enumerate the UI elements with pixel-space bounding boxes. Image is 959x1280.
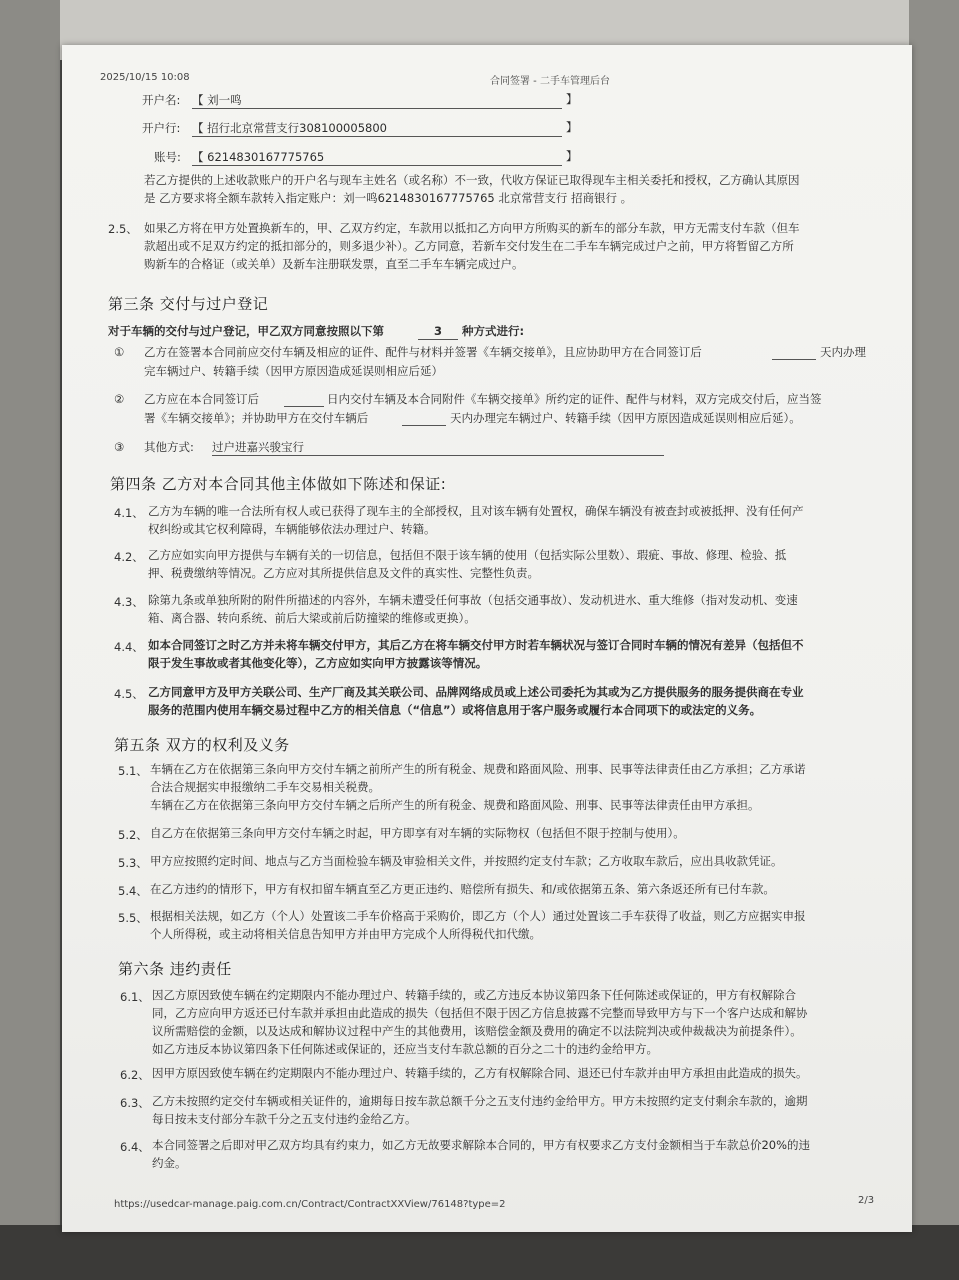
clause-line: 服务的范围内使用车辆交易过程中乙方的相关信息（“信息”）或将信息用于客户服务或履行本合同项下的或法定的义务。 xyxy=(148,703,762,717)
article-6-title: 第六条 违约责任 xyxy=(118,960,232,978)
clause-number: 6.4、 xyxy=(120,1140,150,1154)
option-2-marker: ② xyxy=(114,392,125,406)
page-url: https://usedcar-manage.paig.com.cn/Contract/ContractXXView/76148?type=2 xyxy=(114,1199,506,1210)
clause-4-2 xyxy=(148,546,786,582)
clause-number: 5.2、 xyxy=(118,828,148,842)
clause-6-2 xyxy=(152,1064,808,1082)
clause-line: 如乙方违反本协议第四条下任何陈述或保证的，还应当支付车款总额的百分之二十的违约金给甲方。 xyxy=(152,1042,658,1056)
clause-line: 权纠纷或其它权利障碍，车辆能够依法办理过户、转籍。 xyxy=(148,522,436,536)
option-3-value: 过户进嘉兴骏宝行 xyxy=(212,439,664,456)
delivery-method-intro: 对于车辆的交付与过户登记，甲乙双方同意按照以下第 xyxy=(108,324,384,338)
clause-number: 4.2、 xyxy=(114,550,144,564)
clause-5-3 xyxy=(150,852,783,870)
bracket-close: 】 xyxy=(566,149,578,163)
clause-number: 5.3、 xyxy=(118,856,148,870)
clause-number: 5.1、 xyxy=(118,764,148,778)
clause-line: 款超出或不足双方约定的抵扣部分的，则多退少补）。乙方同意，若新车交付发生在二手车车辆完成过户之前，甲方将暂留乙方所 xyxy=(144,239,794,253)
days-blank xyxy=(772,344,816,360)
clause-line: 乙方为车辆的唯一合法所有权人或已获得了现车主的全部授权，且对该车辆有处置权，确保车辆没有被查封或被抵押、没有任何产 xyxy=(148,504,804,518)
clause-line: 如果乙方将在甲方处置换新车的，甲、乙双方约定，车款用以抵扣乙方向甲方所购买的新车的部分车款，甲方无需支付车款（但车 xyxy=(144,221,800,235)
days-blank xyxy=(402,410,446,426)
account-name-value: 【 刘一鸣 xyxy=(192,92,562,109)
clause-number: 6.1、 xyxy=(120,990,150,1004)
option-2-text: 乙方应在本合同签订后 xyxy=(144,392,259,406)
clause-line: 车辆在乙方在依据第三条向甲方交付车辆之后所产生的所有税金、规费和路面风险、刑事、民事等法律责任由甲方承担。 xyxy=(150,798,760,812)
clause-line: 箱、离合器、转向系统、前后大梁或前后防撞梁的维修或更换）。 xyxy=(148,611,476,625)
option-1-text: 乙方在签署本合同前应交付车辆及相应的证件、配件与材料并签署《车辆交接单》，且应协助甲方在合同签订后 xyxy=(144,345,702,359)
bracket-close: 】 xyxy=(566,120,578,134)
clause-line: 因甲方原因致使车辆在约定期限内不能办理过户、转籍手续的，乙方有权解除合同、退还已付车款并由甲方承担由此造成的损失。 xyxy=(152,1066,808,1080)
clause-line: 是 乙方要求将全额车款转入指定账户：刘一鸣6214830167775765 北京常营支行 招商银行 。 xyxy=(144,191,633,205)
clause-number: 2.5、 xyxy=(108,222,138,236)
clause-line: 乙方未按照约定交付车辆或相关证件的，逾期每日按车款总额千分之五支付违约金给甲方。甲方未按照约定支付剩余车款的，逾期 xyxy=(152,1094,808,1108)
clause-line: 押、税费缴纳等情况。乙方应对其所提供信息及文件的真实性、完整性负责。 xyxy=(148,566,539,580)
clause-line: 约金。 xyxy=(152,1156,187,1170)
bank-value: 【 招行北京常营支行308100005800 xyxy=(192,120,562,137)
clause-line: 每日按未支付部分车款千分之五支付违约金给乙方。 xyxy=(152,1112,417,1126)
account-number-value: 【 6214830167775765 xyxy=(192,149,562,166)
clause-4-5 xyxy=(148,683,804,719)
clause-5-5 xyxy=(150,907,806,943)
clause-5-4 xyxy=(150,880,775,898)
clause-line: 议所需赔偿的金额，以及达成和解协议过程中产生的其他费用，该赔偿金额及费用的确定不以法院判决或仲裁裁决为前提条件）。 xyxy=(152,1024,802,1038)
clause-line: 甲方应按照约定时间、地点与乙方当面检验车辆及审验相关文件，并按照约定支付车款；乙方收取车款后，应出具收款凭证。 xyxy=(150,854,783,868)
clause-line: 购新车的合格证（或关单）及新车注册联发票，直至二手车车辆完成过户。 xyxy=(144,257,524,271)
clause-6-4 xyxy=(152,1136,810,1172)
account-name-label: 开户名: xyxy=(142,93,181,107)
clause-6-1 xyxy=(152,986,808,1058)
clause-line: 若乙方提供的上述收款账户的开户名与现车主姓名（或名称）不一致，代收方保证已取得现车主相关委托和授权，乙方确认其原因 xyxy=(144,173,800,187)
contract-page xyxy=(62,45,912,1232)
option-1-text-line2: 完车辆过户、转籍手续（因甲方原因造成延误则相应后延） xyxy=(144,364,443,378)
account-number-label: 账号: xyxy=(154,150,181,164)
clause-number: 6.3、 xyxy=(120,1096,150,1110)
clause-4-1 xyxy=(148,502,804,538)
clause-line: 个人所得税，或主动将相关信息告知甲方并由甲方完成个人所得税代扣代缴。 xyxy=(150,927,541,941)
page-number: 2/3 xyxy=(858,1195,875,1206)
clause-line: 除第九条或单独所附的附件所描述的内容外，车辆未遭受任何事故（包括交通事故）、发动机进水、重大维修（指对发动机、变速 xyxy=(148,593,798,607)
option-2-text-d: 天内办理完车辆过户、转籍手续（因甲方原因造成延误则相应后延）。 xyxy=(450,411,801,425)
delivery-method-intro-end: 种方式进行: xyxy=(462,324,525,338)
print-datetime: 2025/10/15 10:08 xyxy=(100,72,190,83)
option-3-marker: ③ xyxy=(114,440,125,454)
option-1-text-end: 天内办理 xyxy=(820,345,866,359)
clause-line: 自乙方在依据第三条向甲方交付车辆之时起，甲方即享有对车辆的实际物权（包括但不限于控制与使用）。 xyxy=(150,826,685,840)
bracket-close: 】 xyxy=(566,92,578,106)
article-3-title: 第三条 交付与过户登记 xyxy=(108,295,269,313)
clause-number: 5.5、 xyxy=(118,911,148,925)
option-3-label: 其他方式: xyxy=(144,440,194,454)
clause-6-3 xyxy=(152,1092,808,1128)
delivery-method-number: 3 xyxy=(418,323,458,340)
clause-line: 乙方应如实向甲方提供与车辆有关的一切信息，包括但不限于该车辆的使用（包括实际公里数）、瑕疵、事故、修理、检验、抵 xyxy=(148,548,787,562)
clause-line: 在乙方违约的情形下，甲方有权扣留车辆直至乙方更正违约、赔偿所有损失、和/或依据第五条、第六条返还所有已付车款。 xyxy=(150,882,775,896)
background-right xyxy=(909,0,959,1280)
account-mismatch-clause xyxy=(144,171,800,207)
clause-number: 4.5、 xyxy=(114,687,144,701)
clause-line: 限于发生事故或者其他变化等），乙方应如实向甲方披露该等情况。 xyxy=(148,656,488,670)
clause-5-1 xyxy=(150,760,806,814)
days-blank xyxy=(284,391,324,407)
clause-number: 4.4、 xyxy=(114,640,144,654)
article-4-title: 第四条 乙方对本合同其他主体做如下陈述和保证: xyxy=(110,475,447,493)
clause-number: 6.2、 xyxy=(120,1068,150,1082)
background-bottom xyxy=(0,1225,959,1280)
bank-label: 开户行: xyxy=(142,121,181,135)
clause-2-5 xyxy=(144,219,800,273)
clause-line: 因乙方原因致使车辆在约定期限内不能办理过户、转籍手续的，或乙方违反本协议第四条下任何陈述或保证的，甲方有权解除合 xyxy=(152,988,796,1002)
clause-line: 如本合同签订之时乙方并未将车辆交付甲方，其后乙方在将车辆交付甲方时若车辆状况与签订合同时车辆的情况有差异（包括但不 xyxy=(148,638,804,652)
clause-5-2 xyxy=(150,824,685,842)
option-1-marker: ① xyxy=(114,345,125,359)
clause-line: 根据相关法规，如乙方（个人）处置该二手车价格高于采购价，即乙方（个人）通过处置该二手车获得了收益，则乙方应据实申报 xyxy=(150,909,806,923)
clause-number: 4.1、 xyxy=(114,506,144,520)
option-2-text-b: 日内交付车辆及本合同附件《车辆交接单》所约定的证件、配件与材料，双方完成交付后，应当签 xyxy=(327,392,822,406)
clause-line: 乙方同意甲方及甲方关联公司、生产厂商及其关联公司、品牌网络成员或上述公司委托为其或为乙方提供服务的服务提供商在专业 xyxy=(148,685,804,699)
clause-line: 合法合规据实申报缴纳二手车交易相关税费。 xyxy=(150,780,380,794)
clause-line: 本合同签署之后即对甲乙双方均具有约束力，如乙方无故要求解除本合同的，甲方有权要求乙方支付金额相当于车款总价20%的违 xyxy=(152,1138,811,1152)
clause-4-4 xyxy=(148,636,804,672)
clause-number: 4.3、 xyxy=(114,595,144,609)
print-title: 合同签署 - 二手车管理后台 xyxy=(490,76,610,87)
background-left xyxy=(0,0,60,1280)
clause-number: 5.4、 xyxy=(118,884,148,898)
option-2-text-c: 署《车辆交接单》；并协助甲方在交付车辆后 xyxy=(144,411,369,425)
clause-4-3 xyxy=(148,591,798,627)
article-5-title: 第五条 双方的权利及义务 xyxy=(114,736,290,754)
clause-line: 同，乙方应向甲方返还已付车款并承担由此造成的损失（包括但不限于因乙方信息披露不完整而导致甲方与下一个客户达成和解协 xyxy=(152,1006,808,1020)
clause-line: 车辆在乙方在依据第三条向甲方交付车辆之前所产生的所有税金、规费和路面风险、刑事、民事等法律责任由乙方承担；乙方承诺 xyxy=(150,762,806,776)
